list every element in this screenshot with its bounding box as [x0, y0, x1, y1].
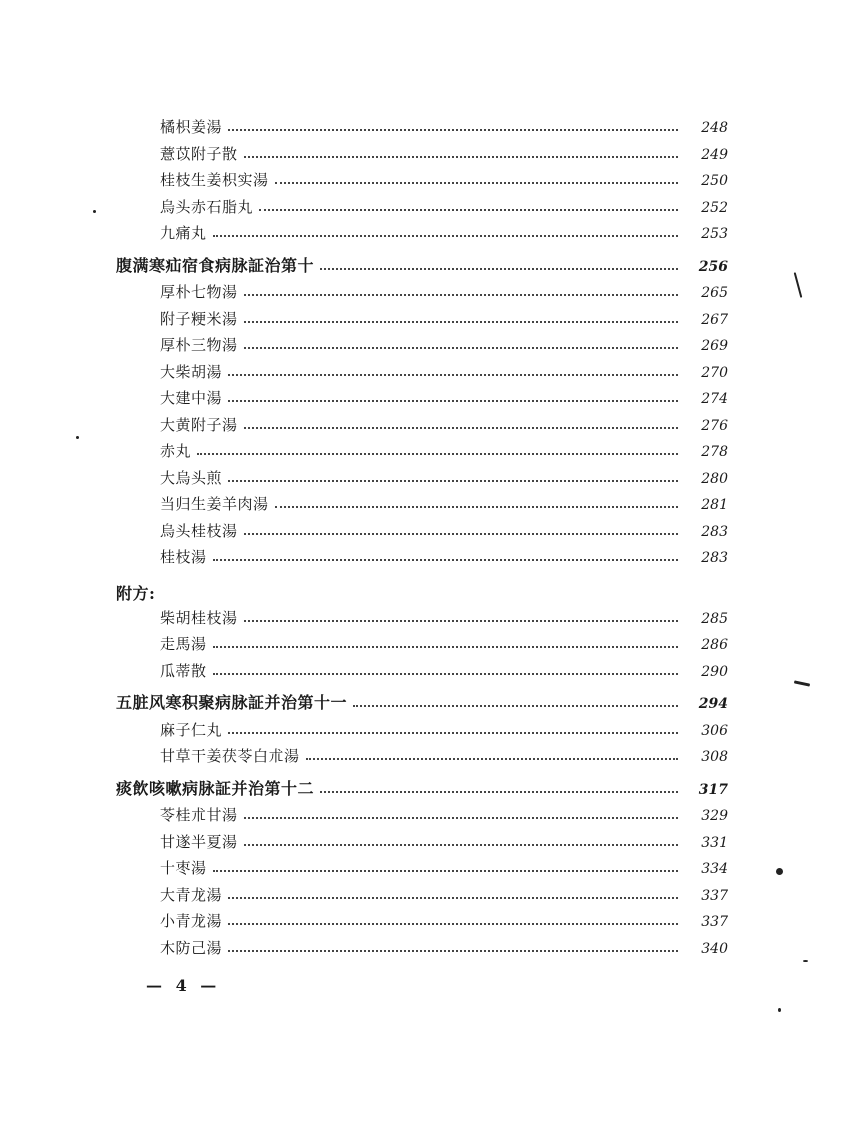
- toc-page-number: 285: [701, 610, 728, 627]
- toc-entry-row: [116, 631, 728, 658]
- toc-entry-label: 厚朴三物湯: [160, 336, 238, 354]
- toc-entry-row: [116, 438, 728, 465]
- toc-entry-label: 大建中湯: [160, 389, 223, 407]
- toc-entry-label: 麻子仁丸: [160, 720, 223, 739]
- toc-entry-label: 大青龙湯: [160, 885, 223, 904]
- toc-page-number: 249: [701, 146, 728, 163]
- toc-entry-label: 痰飲咳嗽病脉証并治第十二: [116, 778, 315, 798]
- toc-page-number: 337: [701, 914, 728, 930]
- toc-page-number: 308: [701, 749, 728, 765]
- toc-entry-row: [116, 412, 728, 439]
- toc-page-number: 329: [701, 808, 728, 824]
- toc-entry-label: 甘遂半夏湯: [160, 832, 238, 851]
- toc-page-number: 283: [701, 550, 728, 566]
- dot-leader: [353, 705, 678, 707]
- dot-leader: [244, 620, 678, 622]
- toc-entry-label: 附子粳米湯: [160, 309, 238, 328]
- toc-page-number: 280: [701, 470, 728, 487]
- dot-leader: [275, 182, 678, 184]
- toc-entry-label: 柴胡桂枝湯: [160, 608, 238, 627]
- toc-entry-row: [116, 194, 728, 221]
- toc-entry-label: 厚朴七物湯: [160, 283, 238, 301]
- toc-entry-label: 大柴胡湯: [160, 362, 223, 381]
- toc-page-number: 334: [701, 861, 728, 877]
- toc-entry-row: [116, 491, 728, 518]
- dot-leader: [228, 732, 678, 734]
- toc-page-number: 265: [701, 285, 728, 301]
- dot-leader: [213, 673, 678, 675]
- toc-page-number: 290: [701, 663, 728, 680]
- dot-leader: [213, 646, 678, 648]
- toc-entry-row: [116, 332, 728, 359]
- toc-entry-label: 腹满寒疝宿食病脉証治第十: [116, 255, 315, 275]
- toc-page-number: 306: [701, 722, 728, 739]
- dot-leader: [228, 129, 678, 131]
- toc-page-number: 250: [701, 173, 728, 189]
- toc-entry-row: [116, 114, 728, 141]
- toc-page-number: 283: [701, 523, 728, 540]
- toc-entry-label: 甘草干姜茯苓白朮湯: [160, 747, 300, 765]
- dot-leader: [259, 209, 678, 211]
- toc-entry-row: [116, 855, 728, 882]
- toc-entry-row: [116, 359, 728, 386]
- toc-entry-row: [116, 518, 728, 545]
- toc-entry-label: 走馬湯: [160, 635, 207, 653]
- dot-leader: [320, 268, 678, 270]
- dot-leader: [244, 844, 678, 846]
- toc-entry-label: 橘枳姜湯: [160, 118, 223, 136]
- toc-entry-row: [116, 385, 728, 412]
- toc-page-number: 294: [698, 696, 728, 712]
- scan-speck: [93, 210, 96, 213]
- toc-page-number: 317: [698, 781, 728, 798]
- dot-leader: [213, 235, 678, 237]
- toc-entry-label: 赤丸: [160, 442, 192, 460]
- dot-leader: [228, 374, 678, 376]
- toc-chapter-row: [116, 253, 728, 280]
- scan-speck: [794, 680, 810, 686]
- dot-leader: [228, 950, 678, 952]
- toc-entry-row: [116, 465, 728, 492]
- dot-leader: [320, 791, 678, 793]
- toc-entry-label: 附方:: [116, 583, 156, 603]
- dot-leader: [275, 506, 678, 508]
- toc-entry-row: [116, 829, 728, 856]
- dot-leader: [244, 294, 678, 296]
- dot-leader: [228, 400, 678, 402]
- toc-entry-row: [116, 743, 728, 770]
- toc-entry-label: 苓桂朮甘湯: [160, 806, 238, 824]
- dot-leader: [228, 923, 678, 925]
- dot-leader: [197, 453, 678, 455]
- toc-entry-row: [116, 544, 728, 571]
- dot-leader: [244, 533, 678, 535]
- dot-leader: [244, 321, 678, 323]
- dot-leader: [244, 817, 678, 819]
- dot-leader: [213, 559, 678, 561]
- dot-leader: [306, 758, 678, 760]
- toc-entry-row: [116, 220, 728, 247]
- toc-entry-label: 大烏头煎: [160, 468, 223, 487]
- toc-page-number: 267: [701, 311, 728, 328]
- scan-speck: [778, 1008, 781, 1012]
- toc-page-number: 248: [701, 120, 728, 136]
- dot-leader: [228, 480, 678, 482]
- toc-entry-row: [116, 279, 728, 306]
- toc-entry-label: 薏苡附子散: [160, 144, 238, 163]
- toc-entry-row: [116, 802, 728, 829]
- toc-entry-row: [116, 935, 728, 962]
- toc-entry-row: [116, 167, 728, 194]
- toc-entry-label: 烏头赤石脂丸: [160, 197, 254, 216]
- toc-entry-label: 九痛丸: [160, 224, 207, 242]
- toc-page-number: 340: [701, 940, 728, 957]
- toc-entry-row: [116, 605, 728, 632]
- dot-leader: [228, 897, 678, 899]
- toc-page-number: 270: [701, 364, 728, 381]
- toc-entry-label: 桂枝生姜枳实湯: [160, 171, 269, 189]
- scan-speck: [794, 272, 803, 298]
- toc-entry-row: [116, 717, 728, 744]
- toc-page-number: 276: [701, 417, 728, 434]
- toc-entry-row: [116, 141, 728, 168]
- toc-page-number: 286: [701, 637, 728, 653]
- scan-speck: [776, 868, 783, 875]
- dot-leader: [244, 427, 678, 429]
- toc-chapter-row: [116, 690, 728, 717]
- toc-page-number: 252: [701, 199, 728, 216]
- dot-leader: [244, 347, 678, 349]
- toc-entry-label: 烏头桂枝湯: [160, 521, 238, 540]
- toc-entry-row: [116, 306, 728, 333]
- toc-page-number: 281: [701, 497, 728, 513]
- toc-entry-label: 十枣湯: [160, 859, 207, 877]
- toc-page-number: 269: [701, 338, 728, 354]
- toc-entry-label: 木防己湯: [160, 938, 223, 957]
- toc-entry-label: 瓜蒂散: [160, 661, 207, 680]
- table-of-contents: [116, 114, 728, 961]
- page-number: — 4 —: [146, 976, 221, 995]
- scan-speck: [76, 436, 79, 439]
- toc-chapter-row: [116, 776, 728, 803]
- scan-speck: [803, 960, 808, 962]
- toc-entry-label: 当归生姜羊肉湯: [160, 495, 269, 513]
- toc-page-number: 256: [698, 258, 728, 275]
- toc-entry-row: [116, 882, 728, 909]
- toc-entry-label: 小青龙湯: [160, 912, 223, 930]
- toc-entry-label: 大黄附子湯: [160, 415, 238, 434]
- toc-entry-label: 五脏风寒积聚病脉証并治第十一: [116, 693, 348, 712]
- toc-page-number: 337: [701, 887, 728, 904]
- toc-page-number: 274: [701, 391, 728, 407]
- toc-section-row: [116, 571, 728, 605]
- toc-entry-label: 桂枝湯: [160, 548, 207, 566]
- dot-leader: [244, 156, 678, 158]
- toc-entry-row: [116, 658, 728, 685]
- toc-page-number: 278: [701, 444, 728, 460]
- toc-page-number: 253: [701, 226, 728, 242]
- toc-entry-row: [116, 908, 728, 935]
- toc-page-number: 331: [701, 834, 728, 851]
- dot-leader: [213, 870, 678, 872]
